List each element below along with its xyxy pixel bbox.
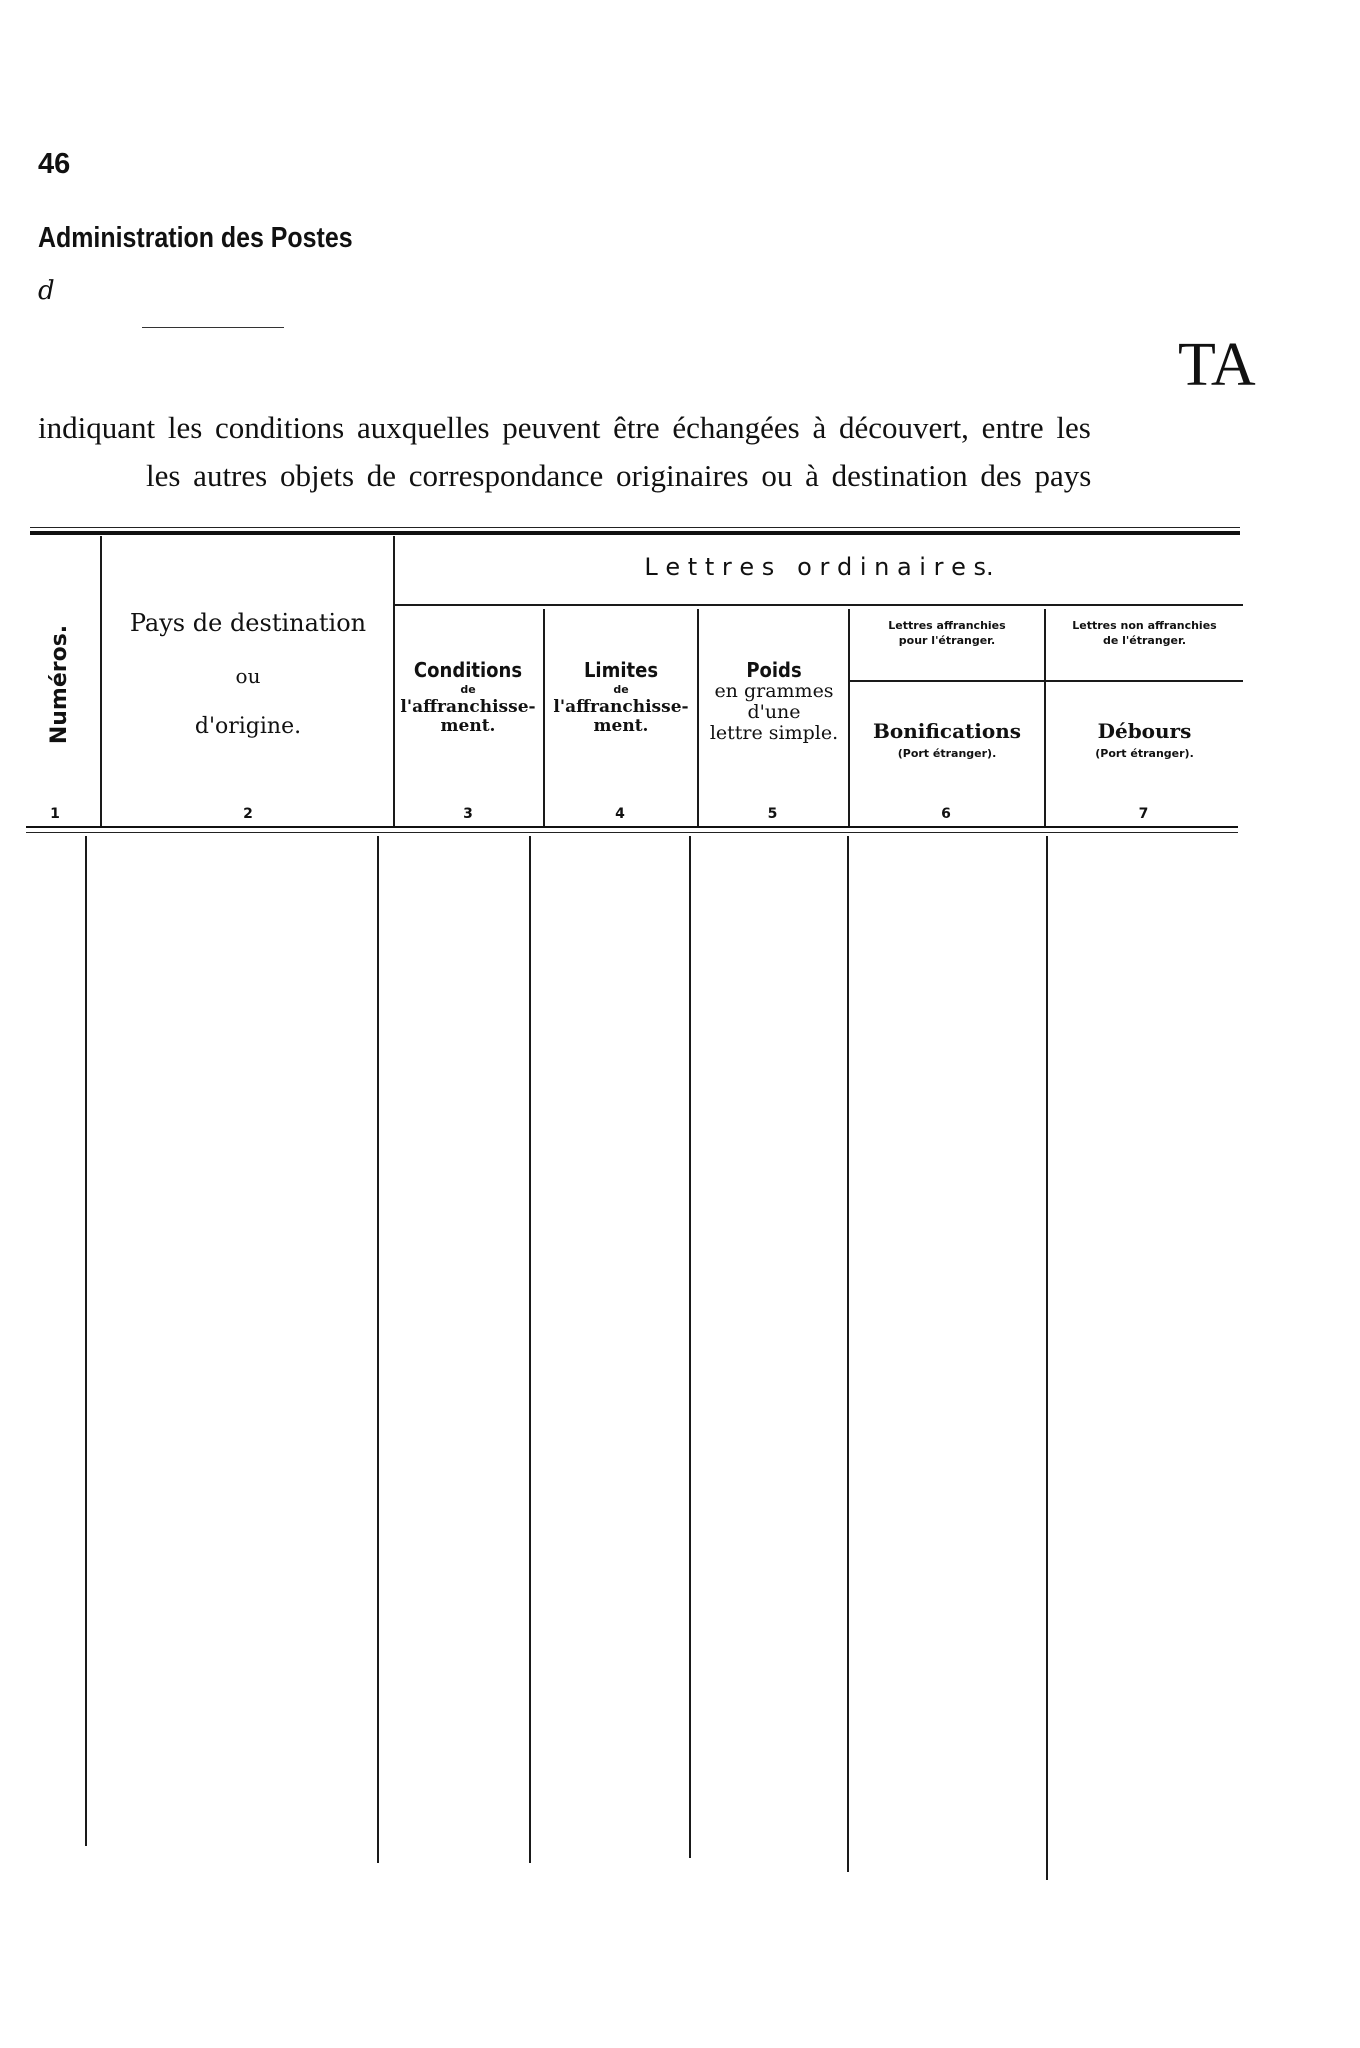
- col5-header-label: Poids: [746, 658, 802, 682]
- col6-header: [850, 720, 1044, 760]
- col6-header-group: [850, 620, 1044, 647]
- table-top-rule-thin: [30, 527, 1240, 528]
- col-separator-1: [85, 836, 87, 1846]
- col3-header-sub-2: ment.: [440, 715, 496, 736]
- col3-header-de: de: [460, 683, 476, 696]
- col6-header-label: Bonifications: [872, 719, 1022, 743]
- col-separator-5: [847, 836, 849, 1872]
- group-header-rule: [395, 604, 1243, 606]
- col-number-6: 6: [941, 806, 951, 822]
- col6-group-line-2: pour l'étranger.: [898, 634, 996, 648]
- table-title-fragment: TA: [1178, 331, 1256, 399]
- col3-header-sub-1: l'affranchisse-: [400, 697, 536, 718]
- col-separator-4: [689, 836, 691, 1858]
- col4-header-sub-1: l'affranchisse-: [553, 697, 689, 718]
- header-bottom-rule: [26, 826, 1238, 828]
- col2-header-line-3: d'origine.: [194, 714, 302, 739]
- col3-header-label: Conditions: [413, 658, 523, 682]
- col-number-5: 5: [767, 806, 778, 822]
- page-number: 46: [38, 148, 71, 180]
- group-header-lettres-ordinaires: L e t t r e s o r d i n a i r e s.: [644, 553, 994, 581]
- col7-group-rule: [1044, 680, 1243, 682]
- subtitle-line-2: les autres objets de correspondance originaires ou à destination des pays: [146, 458, 1092, 493]
- col-number-3: 3: [463, 806, 473, 822]
- administration-subheading: d: [38, 276, 55, 306]
- col5-header-sub-1: en grammes: [714, 680, 834, 702]
- col-separator-1-header: [100, 536, 102, 826]
- col1-header-label: [20, 604, 100, 764]
- col4-header-label: Limites: [583, 658, 659, 682]
- table-top-rule-thick: [30, 531, 1240, 535]
- col-separator-6: [1046, 836, 1048, 1880]
- col-number-4: 4: [615, 806, 625, 822]
- col6-group-line-1: Lettres affranchies: [888, 619, 1006, 632]
- col4-header-sub-2: ment.: [593, 715, 649, 736]
- col6-header-sub: (Port étranger).: [897, 747, 997, 760]
- col5-header-sub-2: d'une: [747, 700, 801, 723]
- col3-header: [392, 659, 544, 735]
- col7-header-sub: (Port étranger).: [1095, 747, 1194, 760]
- col5-header-sub-3: lettre simple.: [709, 721, 839, 744]
- col-separator-3: [529, 836, 531, 1863]
- col7-header-group: [1046, 620, 1243, 647]
- col-number-1: 1: [50, 806, 60, 822]
- col7-group-line-1: Lettres non affranchies: [1072, 619, 1217, 632]
- col4-header: [544, 659, 698, 735]
- col-number-2: 2: [243, 806, 253, 822]
- col-number-7: 7: [1138, 806, 1149, 822]
- header-bottom-rule-2: [26, 832, 1238, 833]
- col7-header-label: Débours: [1097, 719, 1192, 743]
- administration-heading: Administration des Postes: [38, 222, 353, 254]
- col1-header-text: Numéros.: [47, 624, 73, 744]
- col6-group-rule: [848, 680, 1044, 682]
- heading-divider: [142, 327, 284, 328]
- col7-header: [1046, 720, 1243, 760]
- col2-header-line-1: Pays de destination: [129, 609, 367, 637]
- subtitle-line-1: indiquant les conditions auxquelles peuvent être échangées à découvert, entre les: [38, 410, 1091, 445]
- col2-header-line-2: ou: [235, 664, 261, 688]
- col5-header: [699, 659, 849, 744]
- col4-header-de: de: [613, 683, 629, 696]
- col-separator-2: [377, 836, 379, 1863]
- col7-group-line-2: de l'étranger.: [1102, 634, 1187, 648]
